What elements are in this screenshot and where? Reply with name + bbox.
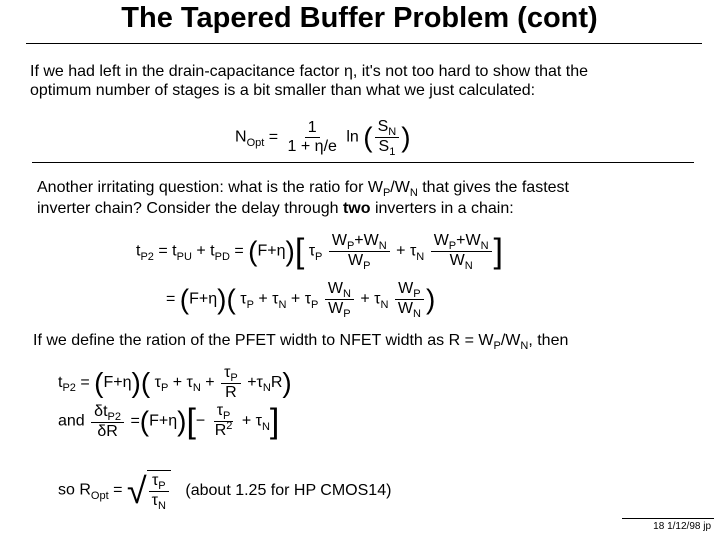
equation-term: P (363, 260, 371, 272)
page-title: The Tapered Buffer Problem (cont) (121, 2, 598, 34)
question-text-c: that gives the fastest (417, 179, 569, 196)
tp2-equation-1 (136, 232, 503, 271)
equation-bracket: ) (217, 283, 227, 315)
equation-term: R (214, 422, 227, 439)
equation-term: F+η (257, 242, 286, 260)
nopt-lhs: N (235, 128, 247, 146)
nopt-ratio-den: S (378, 138, 390, 155)
equation-term: − (195, 412, 206, 430)
equation-term: + (360, 290, 370, 308)
nopt-equation (235, 118, 411, 157)
equation-bracket: ( (248, 235, 258, 267)
equation-term: W (331, 232, 347, 249)
nopt-ratio-den-sub: 1 (389, 146, 396, 158)
equation-term: F+η (103, 374, 132, 392)
nopt-rparen: ) (401, 121, 411, 153)
equation-term: τ (255, 412, 262, 430)
tp2-r-equation (58, 364, 292, 402)
equation-term: N (520, 340, 529, 352)
equation-bracket: ) (131, 367, 141, 398)
equation-term: + (196, 242, 206, 260)
equation-term: W (328, 300, 344, 317)
nopt-ratio (375, 118, 400, 157)
equation-term: /W (500, 332, 521, 349)
equation-term: + (396, 242, 406, 260)
equation-term: τ (154, 374, 161, 392)
equation-term: N (412, 308, 421, 320)
equation-bracket: ) (425, 283, 436, 315)
equation-bracket: ( (226, 283, 236, 315)
equation-term: τ (151, 492, 158, 509)
equation-term: N (262, 382, 271, 395)
equation-term: τ (240, 290, 247, 308)
equation-term: N (416, 250, 425, 263)
question-line-2 (37, 199, 514, 219)
equation-term: N (480, 240, 489, 252)
equation-term: W (348, 252, 364, 269)
equation-term: F+η (189, 290, 218, 308)
tp2-equation-2 (166, 280, 435, 319)
equation-term: N (157, 500, 166, 512)
question-text-d: inverter chain? Consider the delay through (37, 200, 343, 217)
equation-bracket: [ (186, 402, 196, 441)
nopt-fraction (285, 119, 340, 156)
equation-term: τ (151, 472, 159, 489)
equation-term: t (58, 374, 63, 392)
nopt-lparen: ( (363, 121, 373, 153)
nopt-equals: = (268, 128, 279, 146)
equation-term: If we define the ration of the PFET width to NFET width as R = W (33, 332, 494, 349)
equation-term: + (258, 290, 268, 308)
equation-term: P (246, 298, 254, 311)
derivative-equation (58, 402, 279, 441)
equation-term: = (80, 374, 90, 392)
equation-term: = (113, 481, 123, 499)
equation-bracket: ( (139, 405, 150, 437)
equation-term: + (205, 374, 215, 392)
equation-term: N (192, 382, 201, 395)
equation-bracket: ] (493, 232, 503, 271)
equation-term: W (327, 280, 343, 297)
equation-term: W (397, 300, 413, 317)
equation-term: N (261, 420, 270, 433)
equation-term: P (311, 298, 319, 311)
equation-term: δt (94, 402, 108, 420)
equation-term: P (223, 410, 231, 422)
nopt-ratio-num-sub: N (388, 126, 397, 138)
equation-term: τ (304, 290, 312, 308)
equation-term: N (380, 298, 389, 311)
equation-term: R (270, 374, 283, 392)
nopt-lhs-sub: Opt (246, 136, 265, 149)
equation-term: τ (256, 374, 263, 392)
equation-term: t (210, 242, 215, 260)
equation-term: τ (216, 402, 224, 419)
equation-term: P (343, 308, 351, 320)
equation-term: τ (272, 290, 279, 308)
section-rule (32, 162, 694, 163)
equation-term: P (160, 382, 169, 395)
equation-term: τ (409, 242, 417, 260)
equation-term: P (315, 250, 323, 263)
equation-term: 2 (226, 420, 233, 432)
equation-term: + (241, 412, 252, 430)
equation-term: N (278, 298, 287, 311)
equation-term: N (378, 240, 387, 252)
sqrt-symbol: √ (126, 469, 147, 511)
equation-term: = (130, 412, 140, 430)
equation-term: τ (308, 242, 316, 260)
ropt-note: (about 1.25 for HP CMOS14) (185, 481, 392, 499)
equation-bracket: ( (94, 367, 104, 398)
equation-term: N (464, 260, 473, 272)
equation-term: = (158, 242, 168, 260)
equation-bracket: ( (140, 367, 151, 398)
equation-term: P (448, 240, 457, 252)
equation-term: W (449, 252, 465, 269)
equation-term: P (158, 480, 166, 492)
ratio-line (33, 331, 568, 352)
question-text-a: Another irritating question: what is the ratio for W (37, 179, 383, 196)
equation-term: δR (97, 422, 118, 440)
equation-term: P2 (107, 410, 121, 423)
equation-bracket: ) (282, 367, 292, 398)
equation-term: Opt (90, 489, 109, 502)
intro-line-2: optimum number of stages is a bit smaller than what we just calculated: (30, 82, 536, 99)
question-text-b: /W (390, 179, 410, 196)
ropt-equation (58, 470, 391, 511)
equation-term: +W (456, 232, 481, 249)
equation-term: P2 (62, 382, 76, 395)
equation-term: τ (374, 290, 381, 308)
equation-term: + (290, 290, 301, 308)
nopt-ratio-num: S (377, 118, 389, 135)
equation-term: + (172, 374, 183, 392)
nopt-num: 1 (305, 119, 320, 138)
equation-term: , then (528, 332, 569, 349)
equation-term: so R (58, 481, 91, 499)
title-rule (26, 43, 702, 44)
equation-term: P2 (140, 250, 154, 263)
equation-term: t (172, 242, 177, 260)
equation-term: P (346, 240, 355, 252)
equation-term: P (493, 340, 501, 352)
nopt-den: 1 + η/e (287, 138, 337, 155)
equation-term: W (433, 232, 449, 249)
equation-term: = (234, 242, 244, 260)
equation-term: +W (354, 232, 379, 249)
equation-term: R (225, 384, 237, 401)
equation-bracket: ( (179, 283, 190, 315)
equation-term: PU (176, 250, 192, 263)
question-line-1 (37, 178, 569, 199)
equation-term: N (342, 288, 351, 300)
equation-term: = (166, 290, 176, 308)
equation-bracket: ] (269, 402, 280, 441)
question-text-e: inverters in a chain: (370, 200, 514, 217)
equation-term: + (247, 374, 257, 392)
question-sub-n: N (409, 187, 418, 199)
equation-term: PD (214, 250, 230, 263)
footer: 18 1/12/98 jp (653, 521, 711, 532)
equation-term: τ (186, 374, 193, 392)
equation-term: W (398, 280, 414, 297)
intro-line-1: If we had left in the drain-capacitance factor η, it's not too hard to show that the (30, 63, 589, 80)
nopt-ln: ln (346, 128, 359, 146)
equation-term: P (230, 372, 238, 384)
equation-term: and (58, 412, 85, 430)
equation-bracket: ) (177, 405, 187, 437)
equation-bracket: ) (285, 235, 295, 267)
equation-bracket: [ (294, 232, 305, 271)
equation-term: t (136, 242, 141, 260)
footer-rule (622, 518, 714, 519)
equation-term: F+η (149, 412, 178, 430)
equation-term: τ (224, 364, 231, 381)
equation-term: P (413, 288, 421, 300)
question-bold: two (342, 200, 371, 217)
question-sub-p: P (382, 187, 391, 199)
